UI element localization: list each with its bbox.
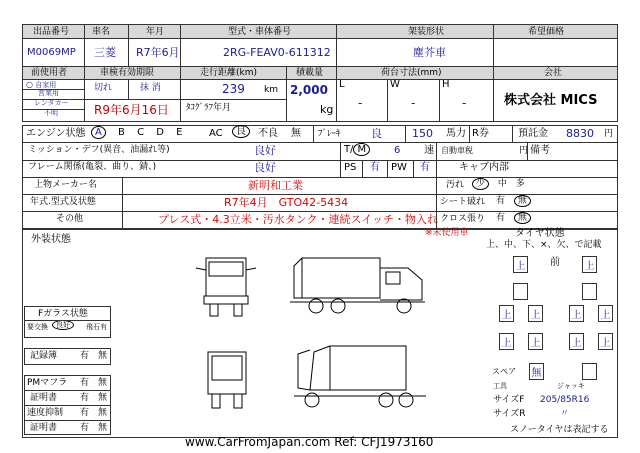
body-year-value: R7年4月 GTO42-5434 [224, 196, 349, 209]
load-unit: kg [320, 103, 334, 116]
hdr-price: 希望価格 [528, 27, 565, 37]
pm-yes: 有 [80, 378, 90, 388]
fglass-chip: 飛石有 [86, 323, 107, 331]
fglass-label: Fガラス状態 [38, 309, 88, 319]
tire-label: タイヤ状態 [515, 228, 565, 239]
pw-value: 有 [420, 162, 430, 173]
col-line [436, 142, 437, 177]
record-no: 無 [98, 351, 108, 361]
cert2-no: 無 [98, 423, 108, 433]
dim-w: - [411, 96, 416, 110]
prev-rental: レンタカー [34, 99, 69, 107]
hdr-inspect: 車検有効期限 [100, 68, 155, 78]
brake-label: ﾌﾞﾚｰｷ [318, 129, 341, 139]
tire-rear-r2: 上 [598, 305, 613, 322]
engine-grade-a: A [91, 126, 106, 139]
record-label: 記録簿 [30, 351, 58, 361]
engine-grades: A B C D E [91, 128, 182, 138]
row-line [22, 99, 84, 100]
exterior-label: 外装状態 [31, 234, 71, 245]
body-year-label: 年式.型式及状態 [30, 197, 96, 207]
tire-rear2-l1: 上 [499, 333, 514, 350]
col-line [405, 125, 406, 142]
hdr-cargo: 荷台寸法(mm) [381, 68, 442, 78]
row-line [22, 142, 618, 143]
tire-mid-right [582, 283, 597, 300]
mission-label: ミッション・デフ(異音、油漏れ等) [28, 145, 170, 155]
cert1-no: 無 [98, 393, 108, 403]
dirt-opts: 少 中 多 [472, 180, 525, 189]
pm-no: 無 [98, 378, 108, 388]
cloth-opts: 有 無 [496, 214, 531, 223]
ps-value: 有 [370, 162, 380, 173]
hdr-num: 出品番号 [33, 27, 70, 37]
mileage-value: 239 [222, 82, 245, 96]
deposit-label: 預託金 [518, 128, 548, 139]
tire-front-right: 上 [582, 256, 597, 273]
tire-front-label: 前 [550, 257, 560, 268]
col-line [313, 125, 314, 142]
recycle-r: R券 [472, 128, 489, 139]
row-line [22, 89, 84, 90]
inspect-expired: 切れ [94, 83, 113, 93]
prev-unknown: 不明 [44, 109, 58, 117]
row-line [24, 390, 111, 391]
cert2-label: 証明書 [30, 423, 58, 433]
prev-private: ○ 自家用 [26, 80, 57, 89]
ac-none: 無 [291, 128, 301, 139]
dim-l: - [358, 96, 363, 110]
dim-h: - [462, 96, 467, 110]
dim-l-label: L [339, 79, 345, 90]
fglass-replace: 要交換 [27, 323, 48, 331]
tire-rear2-r2: 上 [598, 333, 613, 350]
deposit-yen: 円 [604, 129, 614, 139]
mileage-unit: km [264, 85, 278, 95]
speed-unit: 速 [424, 145, 434, 156]
footer-ref: www.CarFromJapan.com Ref: CFJ1973160 [185, 435, 434, 449]
row-line [180, 99, 286, 100]
size-f-value: 205/85R16 [540, 395, 590, 405]
col-line [128, 24, 129, 66]
ac-label: AC [209, 128, 223, 139]
load-value: 2,000 [290, 83, 328, 97]
cert2-yes: 有 [80, 423, 90, 433]
company-name: 株式会社 MICS [504, 93, 598, 108]
tire-legend: 上、中、下、×、欠、で記載 [486, 240, 602, 250]
fglass-good: 良好 [52, 322, 74, 329]
frame-value: 良好 [254, 161, 276, 174]
size-r-label: サイズR [493, 409, 526, 419]
speed-value: 6 [394, 145, 401, 156]
col-line [527, 142, 528, 160]
size-r-value: 〃 [560, 409, 570, 419]
inspect-date: R9年6月16日 [94, 103, 169, 117]
tire-rear-l2: 上 [528, 305, 543, 322]
tire-front-left: 上 [513, 256, 528, 273]
engine-label: エンジン状態 [26, 128, 86, 139]
trans-type: T/ M [344, 145, 370, 155]
stock-number: M0069MP [27, 47, 76, 58]
unused-note: ※未使用車 [425, 228, 469, 238]
car-model: 2RG-FEAV0-611312 [223, 46, 331, 59]
hdr-prev: 前使用者 [31, 68, 68, 78]
trans-m: M [353, 143, 370, 156]
row-line [24, 420, 111, 421]
row-line [22, 38, 618, 39]
cab-label: キャブ内部 [459, 162, 509, 173]
spare-value: 無 [529, 363, 544, 380]
dirt-label: 汚れ [446, 180, 465, 190]
col-line [413, 160, 414, 177]
inspect-cancel: 抹 消 [140, 83, 161, 93]
tacho-label: ﾀｺｸﾞﾗﾌ年月 [186, 103, 232, 113]
hdr-body: 架装形状 [408, 27, 445, 37]
col-line [469, 125, 470, 142]
body-shape: 塵芥車 [413, 46, 446, 59]
hdr-company: 会社 [544, 68, 563, 78]
truck-side-body-2 [330, 346, 406, 390]
row-line [22, 66, 618, 67]
car-year: R7年6月 [136, 46, 180, 59]
col-line [122, 177, 123, 229]
col-line [512, 125, 513, 142]
body-other-value: プレス式・4.3立米・汚水タンク・連続スイッチ・物入れ [158, 213, 439, 226]
truck-front-cab [206, 258, 246, 296]
tire-rear-l1: 上 [499, 305, 514, 322]
brake-value: 良 [371, 127, 382, 140]
speed-limit-yes: 有 [80, 408, 90, 418]
seat-opts: 有 無 [496, 197, 531, 206]
row-line [22, 109, 84, 110]
seat-label: シート破れ [440, 197, 486, 207]
tire-rear2-l2: 上 [528, 333, 543, 350]
notes-label: 備考 [530, 145, 550, 156]
pm-label: PMマフラ [27, 378, 68, 388]
truck-diagram [190, 250, 440, 420]
row-line [84, 99, 180, 100]
dim-h-label: H [442, 79, 450, 90]
col-line [387, 160, 388, 177]
prev-business: 営業用 [38, 89, 59, 97]
row-line [24, 405, 111, 406]
cloth-label: クロス張り [440, 214, 486, 224]
ac-good: 良 [232, 127, 250, 137]
col-line [286, 66, 287, 122]
speed-limit-no: 無 [98, 408, 108, 418]
auto-tax-label: 自動車税 [441, 146, 473, 155]
body-maker-label: 上物メーカー名 [34, 180, 97, 190]
jack-label: ジャッキ [557, 382, 585, 390]
tire-rear-r1: 上 [569, 305, 584, 322]
row-line [22, 211, 618, 212]
hdr-load: 積載量 [296, 68, 324, 78]
hdr-year: 年月 [146, 27, 165, 37]
ac-bad: 不良 [258, 128, 278, 139]
ps-label: PS [344, 162, 357, 173]
tool-label: 工具 [493, 382, 507, 390]
row-line [22, 177, 618, 178]
body-other-label: その他 [56, 214, 84, 224]
hdr-mileage: 走行距離(km) [200, 68, 258, 78]
truck-side-body [302, 258, 380, 298]
record-yes: 有 [80, 351, 90, 361]
col-line [128, 79, 129, 99]
frame-label: フレーム関係(亀裂、曲り、錆、) [28, 162, 157, 172]
col-line [387, 79, 388, 122]
car-maker: 三菱 [94, 46, 116, 59]
truck-rear [208, 352, 246, 394]
size-f-label: サイズF [493, 395, 525, 405]
col-line [362, 160, 363, 177]
hdr-maker: 車名 [92, 27, 111, 37]
cert1-yes: 有 [80, 393, 90, 403]
spare-label: スペア [492, 367, 516, 376]
pw-label: PW [391, 162, 407, 173]
hdr-type: 型式・車体番号 [228, 27, 292, 37]
row-line [24, 320, 111, 321]
body-maker-value: 新明和工業 [248, 179, 303, 192]
col-line [340, 142, 341, 177]
speed-limit-label: 速度抑制 [27, 408, 64, 418]
row-line [22, 194, 618, 195]
row-line [22, 79, 618, 80]
power-unit: 馬力 [446, 128, 466, 139]
col-line [439, 79, 440, 122]
mission-value: 良好 [254, 144, 276, 157]
tire-rear2-r1: 上 [569, 333, 584, 350]
auto-tax-yen: 円 [519, 146, 529, 156]
cert1-label: 証明書 [30, 393, 58, 403]
deposit-value: 8830 [566, 127, 594, 140]
power-value: 150 [412, 127, 433, 140]
row-line [22, 160, 618, 161]
tire-mid-left [513, 283, 528, 300]
dim-w-label: W [390, 79, 400, 90]
jack-box [582, 363, 597, 380]
snow-note: スノータイヤは表記する [510, 425, 609, 435]
